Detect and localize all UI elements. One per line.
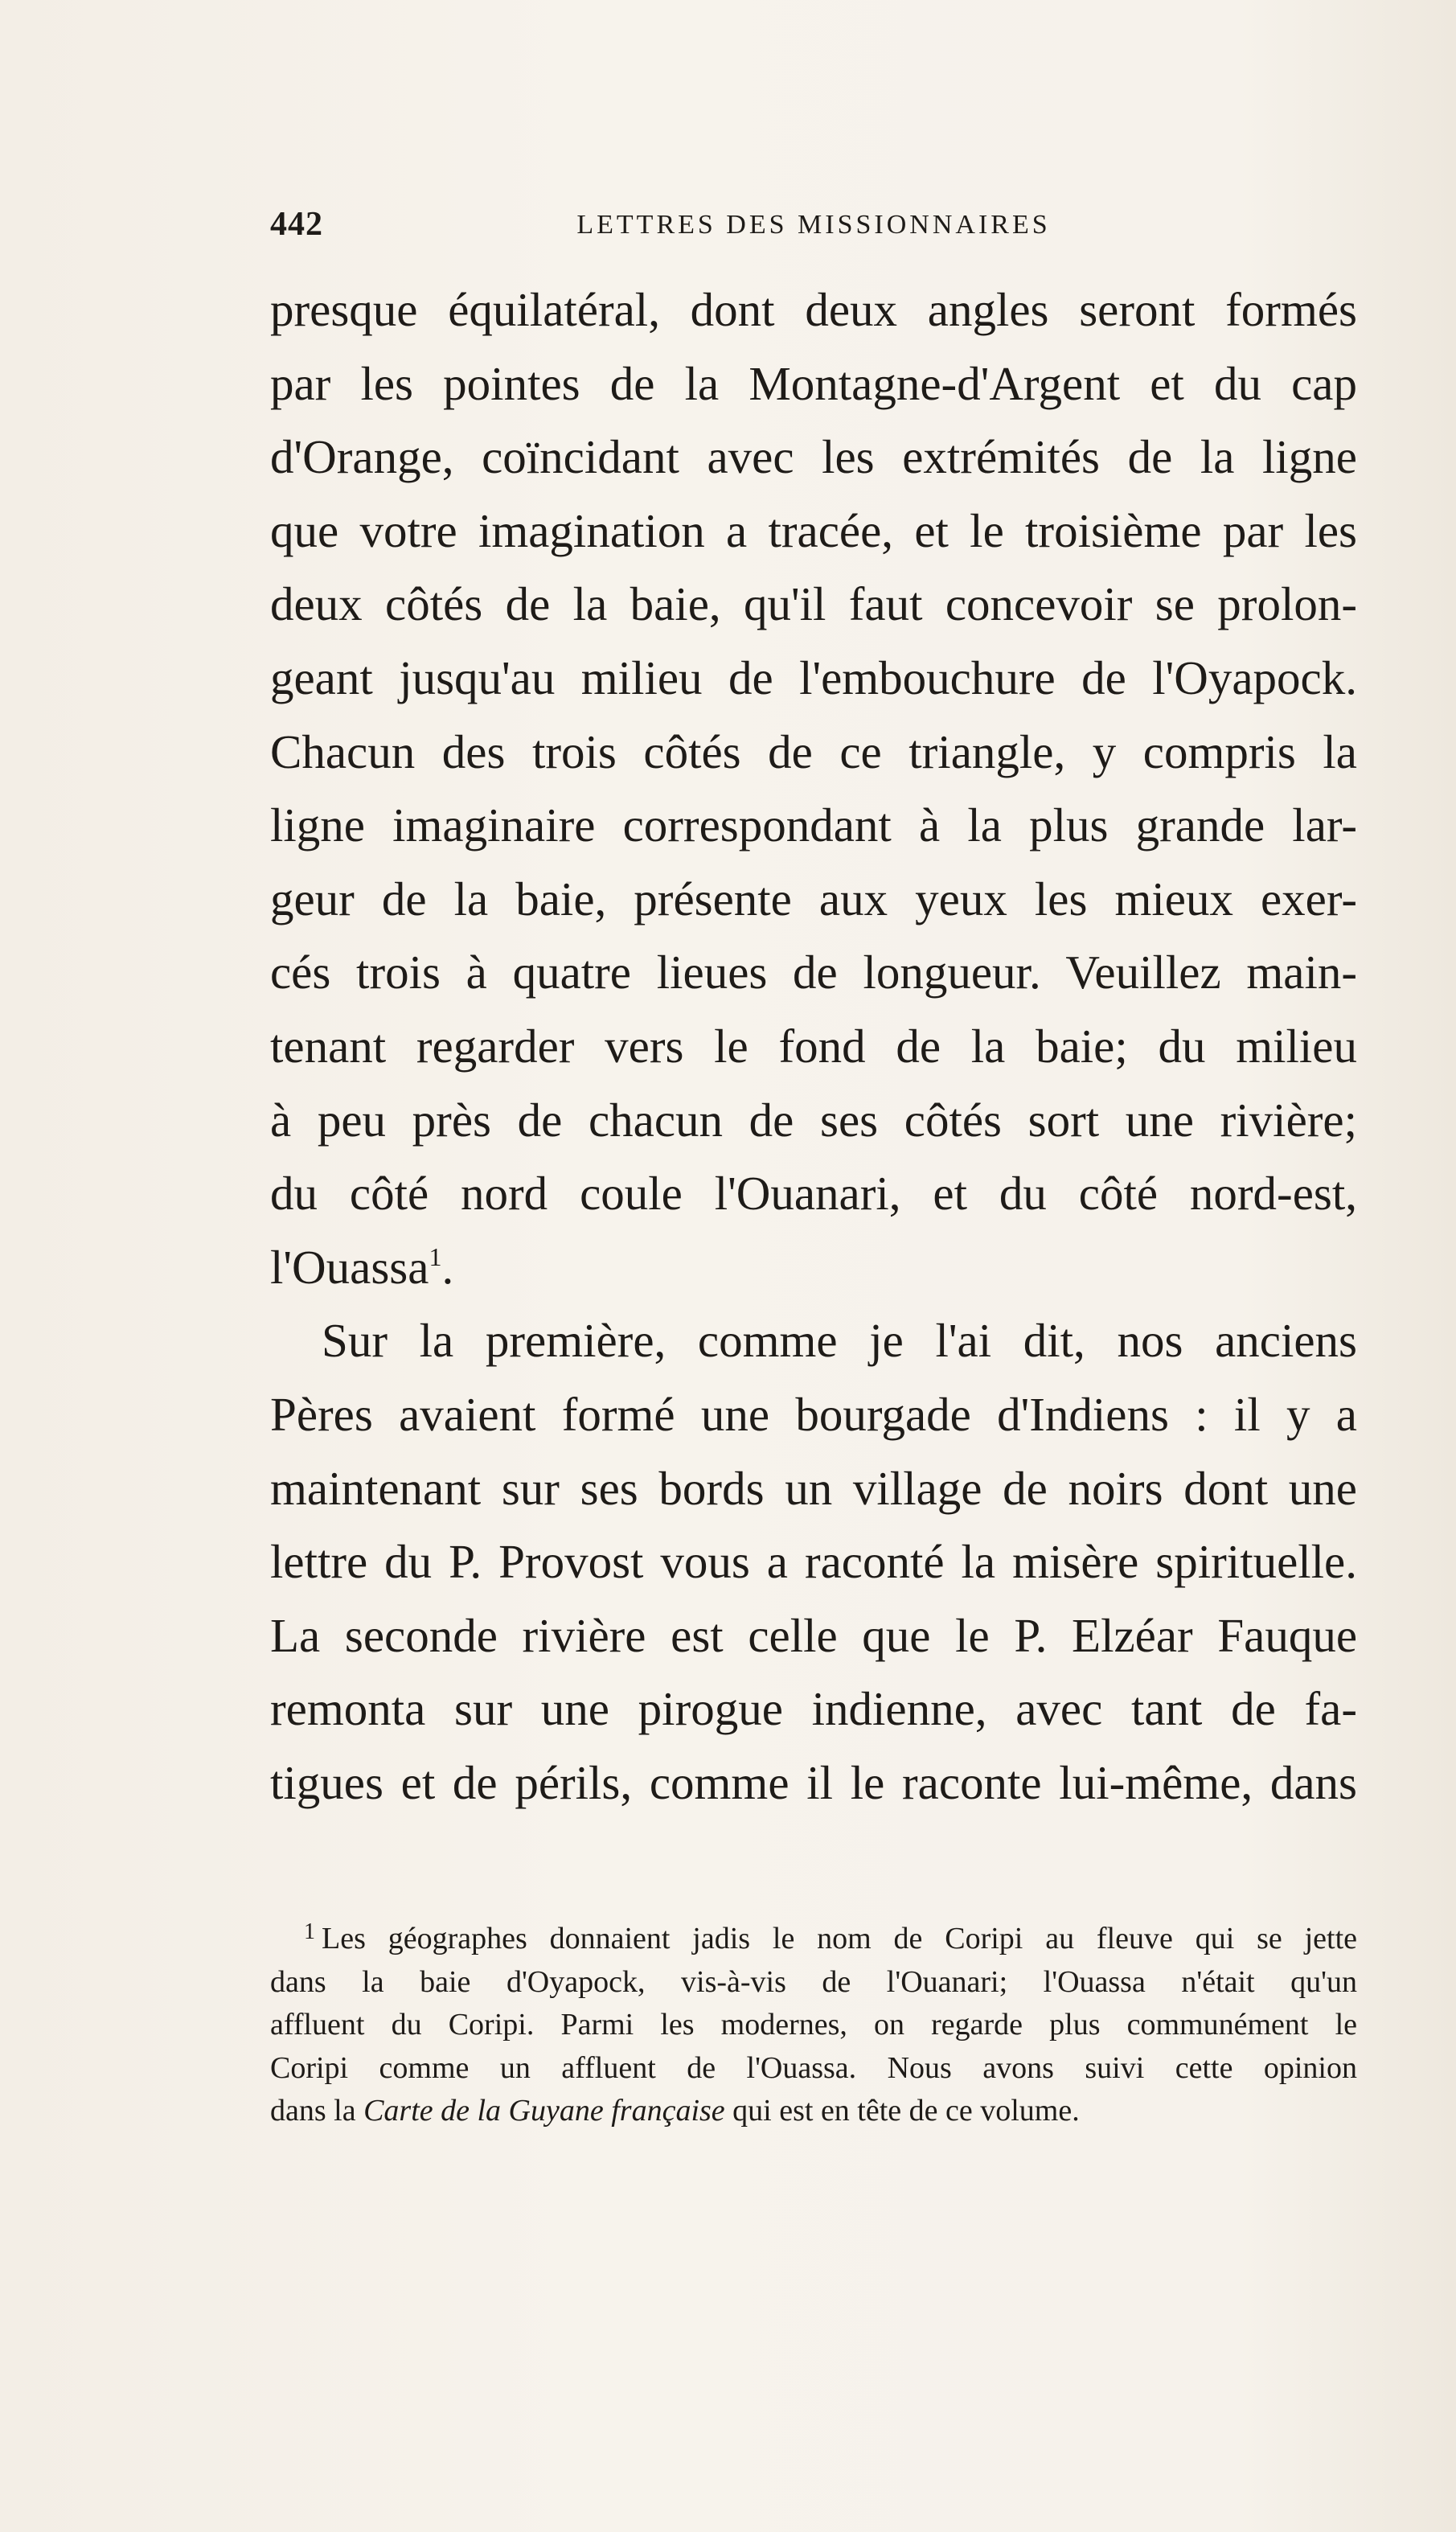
footnote-line: [270, 1918, 1357, 1961]
text-line: [270, 1231, 1357, 1305]
text-line: du côté nord coule l'Ouanari, et du côté nord-est,: [270, 1167, 1357, 1221]
text-line: Sur la première, comme je l'ai dit, nos anciens: [322, 1314, 1357, 1368]
footnote-line: Coripi comme un affluent de l'Ouassa. Nous avons suivi cette opinion: [270, 2050, 1357, 2085]
text-line: La seconde rivière est celle que le P. Elzéar Fauque: [270, 1608, 1357, 1662]
page-header: [270, 205, 1357, 253]
footnote-mark: 1: [304, 1919, 315, 1944]
text-line: lettre du P. Provost vous a raconté la misère spirituelle.: [270, 1535, 1357, 1589]
body-text: [270, 273, 1357, 1820]
text-line: à peu près de chacun de ses côtés sort une rivière;: [270, 1093, 1357, 1147]
text-line: remonta sur une pirogue indienne, avec tant de fa-: [270, 1682, 1357, 1736]
footnote-line: [270, 2090, 1357, 2133]
footnote-reference: 1: [429, 1241, 442, 1271]
footnote: [270, 1918, 1357, 2133]
text-fragment: .: [441, 1240, 454, 1294]
footnote-text: dans la: [270, 2094, 364, 2128]
text-line: que votre imagination a tracée, et le troisième par les: [270, 503, 1357, 557]
text-line: Pères avaient formé une bourgade d'Indiens : il y a: [270, 1387, 1357, 1441]
footnote-text: Les géographes donnaient jadis le nom de Coripi au fleuve qui se jette: [322, 1922, 1357, 1955]
footnote-text: qui est en tête de ce volume.: [724, 2094, 1080, 2128]
text-line: geant jusqu'au milieu de l'embouchure de l'Oyapock.: [270, 650, 1357, 704]
text-line: tigues et de périls, comme il le raconte lui-même, dans: [270, 1755, 1357, 1809]
map-title: Carte de la Guyane française: [363, 2094, 725, 2128]
text-fragment: l'Ouassa: [270, 1240, 429, 1294]
footnote-line: affluent du Coripi. Parmi les modernes, on regarde plus communément le: [270, 2008, 1357, 2042]
text-line: presque équilatéral, dont deux angles seront formés: [270, 283, 1357, 336]
text-line: d'Orange, coïncidant avec les extrémités de la ligne: [270, 430, 1357, 484]
text-line: par les pointes de la Montagne-d'Argent et du cap: [270, 356, 1357, 410]
text-line: Chacun des trois côtés de ce triangle, y compris la: [270, 724, 1357, 778]
text-line: ligne imaginaire correspondant à la plus grande lar-: [270, 798, 1357, 852]
text-line: maintenant sur ses bords un village de noirs dont une: [270, 1461, 1357, 1515]
text-line: geur de la baie, présente aux yeux les mieux exer-: [270, 872, 1357, 925]
running-title: LETTRES DES MISSIONNAIRES: [576, 210, 1051, 240]
page-number: 442: [270, 206, 323, 243]
text-line: tenant regarder vers le fond de la baie; du milieu: [270, 1019, 1357, 1073]
text-line: cés trois à quatre lieues de longueur. Veuillez main-: [270, 946, 1357, 999]
text-line: deux côtés de la baie, qu'il faut concevoir se prolon-: [270, 577, 1357, 631]
footnote-line: dans la baie d'Oyapock, vis-à-vis de l'Ouanari; l'Ouassa n'était qu'un: [270, 1964, 1357, 1999]
